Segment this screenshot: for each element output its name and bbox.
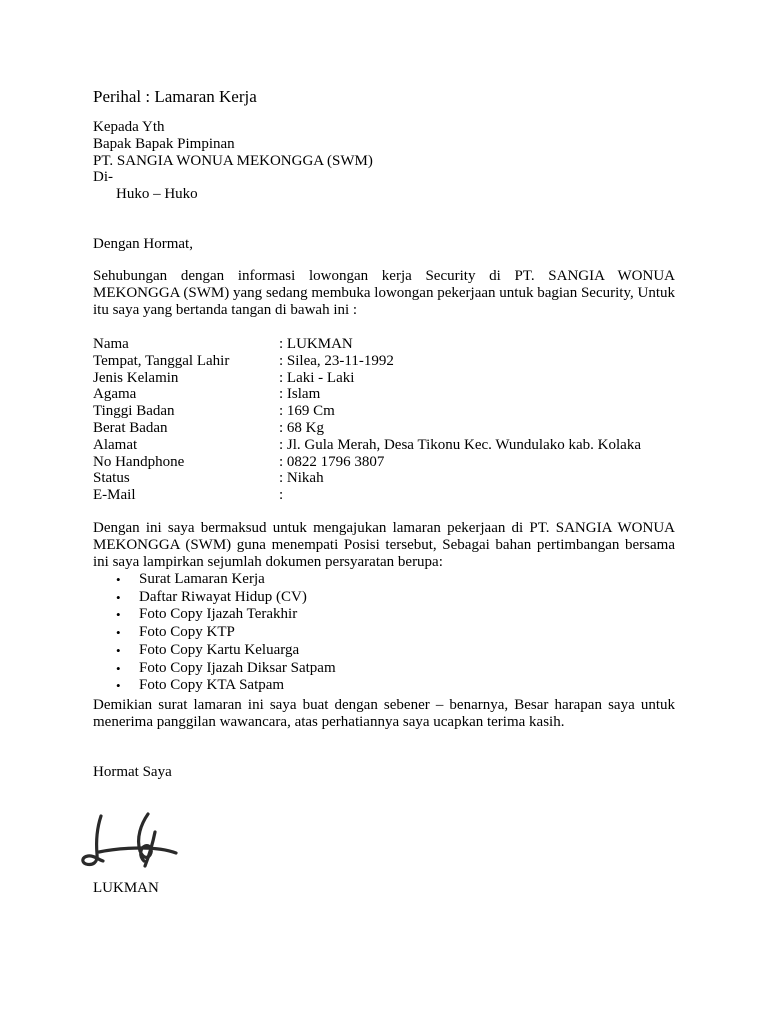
identity-value: : Nikah bbox=[279, 470, 324, 487]
identity-label: Tempat, Tanggal Lahir bbox=[93, 352, 230, 369]
identity-row bbox=[93, 403, 641, 420]
identity-label: Nama bbox=[93, 336, 129, 352]
list-item bbox=[93, 642, 336, 660]
identity-value: : Jl. Gula Merah, Desa Tikonu Kec. Wundulako kab. Kolaka bbox=[279, 436, 641, 453]
list-item bbox=[93, 606, 336, 624]
list-item-label: Foto Copy KTA Satpam bbox=[139, 677, 285, 694]
bullet-icon: • bbox=[116, 642, 121, 658]
recipient-line: Bapak Bapak Pimpinan bbox=[93, 135, 235, 152]
identity-label: Agama bbox=[93, 386, 137, 403]
identity-row bbox=[93, 487, 641, 504]
bullet-icon: • bbox=[116, 660, 121, 676]
list-item bbox=[93, 677, 336, 695]
list-item-label: Foto Copy Ijazah Diksar Satpam bbox=[139, 659, 336, 676]
identity-label: E-Mail bbox=[93, 487, 136, 504]
identity-label: Status bbox=[93, 470, 130, 487]
list-item-label: Foto Copy Kartu Keluarga bbox=[139, 641, 300, 658]
recipient-line: Di- bbox=[93, 169, 113, 186]
intent-paragraph: Dengan ini saya bermaksud untuk mengajukan lamaran pekerjaan di PT. SANGIA WONUA MEKONGGA (SWM) guna menempati Posisi tersebut, Sebagai bahan pertimbangan bersama ini saya lampirkan sejumlah dokumen persyaratan berupa: bbox=[93, 520, 675, 570]
identity-value: : Silea, 23-11-1992 bbox=[279, 352, 394, 369]
list-item-label: Foto Copy Ijazah Terakhir bbox=[139, 606, 298, 623]
identity-label: No Handphone bbox=[93, 453, 185, 470]
closing-paragraph: Demikian surat lamaran ini saya buat dengan sebener – benarnya, Besar harapan saya untuk menerima panggilan wawancara, atas perhatiannya saya ucapkan terima kasih. bbox=[93, 697, 675, 730]
identity-value: : 169 Cm bbox=[279, 403, 335, 420]
salutation: Dengan Hormat, bbox=[93, 236, 193, 252]
identity-value: : LUKMAN bbox=[279, 336, 353, 352]
identity-label: Berat Badan bbox=[93, 419, 168, 436]
attachment-list bbox=[93, 571, 336, 695]
opening-paragraph: Sehubungan dengan informasi lowongan kerja Security di PT. SANGIA WONUA MEKONGGA (SWM) yang sedang membuka lowongan pekerjaan untuk bagian Security, Untuk itu saya yang bertanda tangan di bawah ini : bbox=[93, 268, 675, 318]
handwritten-signature-icon bbox=[79, 808, 179, 872]
identity-row bbox=[93, 353, 641, 370]
list-item bbox=[93, 660, 336, 678]
identity-value: : Islam bbox=[279, 386, 321, 403]
recipient-block bbox=[93, 119, 373, 203]
identity-value: : 68 Kg bbox=[279, 419, 324, 436]
bullet-icon: • bbox=[116, 589, 121, 605]
recipient-company: PT. SANGIA WONUA MEKONGGA (SWM) bbox=[93, 152, 373, 169]
list-item-label: Daftar Riwayat Hidup (CV) bbox=[139, 588, 307, 605]
identity-row bbox=[93, 386, 641, 403]
signer-name: LUKMAN bbox=[93, 880, 159, 896]
identity-row bbox=[93, 420, 641, 437]
identity-row bbox=[93, 370, 641, 387]
identity-label: Tinggi Badan bbox=[93, 403, 175, 420]
bullet-icon: • bbox=[116, 607, 121, 623]
recipient-line: Kepada Yth bbox=[93, 119, 165, 135]
identity-label: Jenis Kelamin bbox=[93, 369, 179, 386]
identity-value: : bbox=[279, 487, 284, 504]
identity-label: Alamat bbox=[93, 436, 138, 453]
identity-row bbox=[93, 437, 641, 454]
bullet-icon: • bbox=[116, 678, 121, 694]
identity-value: : Laki - Laki bbox=[279, 369, 355, 386]
bullet-icon: • bbox=[116, 572, 121, 587]
letter-subject: Perihal : Lamaran Kerja bbox=[93, 87, 257, 106]
list-item bbox=[93, 624, 336, 642]
recipient-location: Huko – Huko bbox=[116, 186, 198, 203]
identity-table bbox=[93, 336, 641, 504]
bullet-icon: • bbox=[116, 625, 121, 641]
list-item-label: Surat Lamaran Kerja bbox=[139, 571, 265, 587]
identity-row bbox=[93, 454, 641, 471]
identity-value: : 0822 1796 3807 bbox=[279, 453, 385, 470]
list-item bbox=[93, 589, 336, 607]
closing-greeting: Hormat Saya bbox=[93, 764, 172, 780]
list-item-label: Foto Copy KTP bbox=[139, 624, 235, 641]
identity-row bbox=[93, 336, 641, 353]
identity-row bbox=[93, 470, 641, 487]
list-item bbox=[93, 571, 336, 589]
